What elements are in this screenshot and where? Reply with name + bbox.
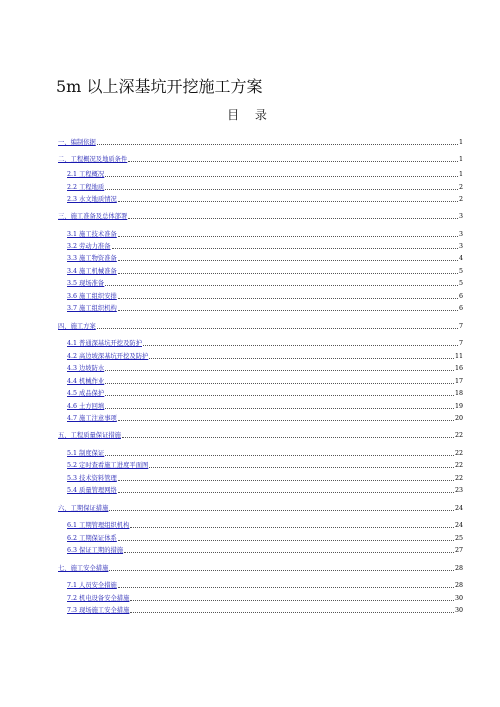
- toc-page-number: 3: [458, 243, 463, 250]
- toc-page-number: 5: [458, 268, 463, 275]
- toc-entry-label[interactable]: 3.6 施工组织安排: [67, 293, 117, 300]
- toc-page-number: 7: [458, 323, 463, 330]
- toc-entry[interactable]: [58, 154, 463, 164]
- toc-page-number: 1: [458, 156, 463, 163]
- toc-page-number: 6: [458, 305, 463, 312]
- toc-leader-dots: [118, 236, 458, 237]
- toc-leader-dots: [109, 510, 454, 511]
- toc-entry[interactable]: [67, 605, 463, 615]
- toc-entry-label[interactable]: 3.1 施工技术准备: [67, 231, 117, 238]
- toc-entry[interactable]: [67, 351, 463, 361]
- toc-leader-dots: [118, 480, 454, 481]
- toc-entry-label[interactable]: 七、施工安全措施: [58, 565, 109, 572]
- toc-page-number: 6: [458, 293, 463, 300]
- document-title: 5m 以上深基坑开挖施工方案: [56, 77, 263, 96]
- toc-entry[interactable]: [67, 291, 463, 301]
- toc-leader-dots: [122, 437, 454, 438]
- toc-leader-dots: [105, 370, 454, 371]
- toc-entry[interactable]: [58, 321, 463, 331]
- toc-page-number: 4: [458, 255, 463, 262]
- toc-entry-label[interactable]: 3.5 现场准备: [67, 280, 105, 287]
- toc-entry[interactable]: [67, 485, 463, 495]
- toc-entry[interactable]: [67, 363, 463, 373]
- toc-page-number: 3: [458, 213, 463, 220]
- toc-leader-dots: [130, 600, 454, 601]
- toc-page-number: 24: [454, 505, 463, 512]
- toc-entry[interactable]: [67, 533, 463, 543]
- toc-entry-label[interactable]: 五、工程质量保证措施: [58, 432, 121, 439]
- toc-page-number: 22: [454, 432, 463, 439]
- toc-entry[interactable]: [67, 388, 463, 398]
- toc-page-number: 25: [454, 535, 463, 542]
- toc-entry-label[interactable]: 7.2 机电设备安全措施: [67, 595, 130, 602]
- toc-leader-dots: [118, 587, 454, 588]
- toc-entry-label[interactable]: 3.4 施工机械准备: [67, 268, 117, 275]
- toc-entry[interactable]: [67, 413, 463, 423]
- toc-page-number: 2: [458, 196, 463, 203]
- toc-page-number: 17: [454, 378, 463, 385]
- toc-entry-label[interactable]: 4.3 边坡防水: [67, 365, 105, 372]
- toc-leader-dots: [118, 310, 458, 311]
- toc-page-number: 23: [454, 487, 463, 494]
- toc-leader-dots: [149, 358, 454, 359]
- toc-entry-label[interactable]: 二、工程概况及地质条件: [58, 156, 128, 163]
- toc-page-number: 28: [454, 582, 463, 589]
- toc-entry-label[interactable]: 四、施工方案: [58, 323, 96, 330]
- toc-entry-label[interactable]: 4.6 土方回填: [67, 403, 105, 410]
- toc-entry-label[interactable]: 2.1 工程概况: [67, 171, 105, 178]
- toc-entry[interactable]: [58, 430, 463, 440]
- toc-entry[interactable]: [58, 563, 463, 573]
- toc-leader-dots: [143, 345, 458, 346]
- toc-page-number: 28: [454, 565, 463, 572]
- toc-entry-label[interactable]: 2.3 水文地质情况: [67, 196, 117, 203]
- toc-entry[interactable]: [67, 278, 463, 288]
- toc-leader-dots: [124, 552, 454, 553]
- toc-leader-dots: [105, 455, 454, 456]
- toc-page-number: 22: [454, 475, 463, 482]
- toc-page-number: 11: [454, 353, 463, 360]
- toc-entry[interactable]: [67, 182, 463, 192]
- toc-page-number: 22: [454, 462, 463, 469]
- toc-heading: 目 录: [227, 108, 273, 122]
- toc-page-number: 7: [458, 340, 463, 347]
- toc-leader-dots: [105, 189, 458, 190]
- toc-entry[interactable]: [58, 137, 463, 147]
- toc-page-number: 24: [454, 522, 463, 529]
- toc-entry[interactable]: [67, 545, 463, 555]
- toc-entry[interactable]: [67, 253, 463, 263]
- toc-entry[interactable]: [67, 241, 463, 251]
- toc-page-number: 18: [454, 390, 463, 397]
- toc-entry-label[interactable]: 3.2 劳动力准备: [67, 243, 111, 250]
- toc-leader-dots: [130, 527, 454, 528]
- toc-page-number: 5: [458, 280, 463, 287]
- toc-entry[interactable]: [58, 503, 463, 513]
- toc-page-number: 3: [458, 231, 463, 238]
- toc-entry[interactable]: [67, 580, 463, 590]
- toc-entry-label[interactable]: 3.7 施工组织机构: [67, 305, 117, 312]
- toc-entry[interactable]: [67, 169, 463, 179]
- toc-entry[interactable]: [67, 376, 463, 386]
- toc-leader-dots: [109, 570, 454, 571]
- toc-leader-dots: [105, 395, 454, 396]
- toc-entry[interactable]: [67, 473, 463, 483]
- toc-entry-label[interactable]: 4.5 成品保护: [67, 390, 105, 397]
- toc-entry[interactable]: [67, 460, 463, 470]
- toc-entry-label[interactable]: 5.4 质量管理网络: [67, 487, 117, 494]
- toc-entry-label[interactable]: 5.1 制度保证: [67, 450, 105, 457]
- toc-leader-dots: [128, 161, 458, 162]
- toc-entry-label[interactable]: 5.2 定时查看施工进度平面图: [67, 462, 149, 469]
- toc-leader-dots: [97, 328, 458, 329]
- toc-leader-dots: [118, 201, 458, 202]
- toc-entry-label[interactable]: 4.1 普通深基坑开挖及防护: [67, 340, 142, 347]
- toc-entry-label[interactable]: 2.2 工程地质: [67, 184, 105, 191]
- toc-page-number: 20: [454, 415, 463, 422]
- toc-entry-label[interactable]: 6.1 工期管理组织机构: [67, 522, 130, 529]
- toc-entry-label[interactable]: 六、工期保证措施: [58, 505, 109, 512]
- toc-entry[interactable]: [67, 194, 463, 204]
- toc-entry-label[interactable]: 5.3 技术资料管理: [67, 475, 117, 482]
- toc-leader-dots: [112, 248, 458, 249]
- toc-leader-dots: [130, 612, 454, 613]
- toc-entry[interactable]: [67, 229, 463, 239]
- toc-leader-dots: [128, 218, 458, 219]
- toc-leader-dots: [105, 176, 458, 177]
- toc-leader-dots: [149, 467, 454, 468]
- toc-entry-label[interactable]: 7.1 人员安全措施: [67, 582, 117, 589]
- toc-page-number: 19: [454, 403, 463, 410]
- toc-entry-label[interactable]: 7.3 现场施工安全措施: [67, 607, 130, 614]
- toc-entry-label[interactable]: 4.7 施工注意事项: [67, 415, 117, 422]
- toc-entry-label[interactable]: 6.2 工期保证体系: [67, 535, 117, 542]
- toc-page-number: 2: [458, 184, 463, 191]
- toc-entry[interactable]: [67, 338, 463, 348]
- toc-leader-dots: [118, 540, 454, 541]
- toc-page-number: 27: [454, 547, 463, 554]
- toc-page-number: 30: [454, 607, 463, 614]
- toc-entry[interactable]: [67, 593, 463, 603]
- toc-entry-label[interactable]: 6.3 保证工期的措施: [67, 547, 124, 554]
- toc-leader-dots: [105, 408, 454, 409]
- toc-leader-dots: [118, 492, 454, 493]
- toc-leader-dots: [118, 298, 458, 299]
- toc-page-number: 22: [454, 450, 463, 457]
- toc-entry[interactable]: [67, 448, 463, 458]
- toc-entry-label[interactable]: 一、编制依据: [58, 139, 96, 146]
- toc-page-number: 30: [454, 595, 463, 602]
- toc-leader-dots: [118, 260, 458, 261]
- toc-page-number: 1: [458, 171, 463, 178]
- toc-entry-label[interactable]: 4.2 高边坡深基坑开挖及防护: [67, 353, 149, 360]
- toc-entry[interactable]: [67, 520, 463, 530]
- toc-entry-label[interactable]: 4.4 机械作业: [67, 378, 105, 385]
- toc-entry[interactable]: [67, 303, 463, 313]
- toc-entry-label[interactable]: 3.3 施工物资准备: [67, 255, 117, 262]
- toc-entry[interactable]: [58, 211, 463, 221]
- toc-page-number: 16: [454, 365, 463, 372]
- toc-entry[interactable]: [67, 266, 463, 276]
- toc-leader-dots: [105, 285, 458, 286]
- toc-page-number: 1: [458, 139, 463, 146]
- toc-leader-dots: [105, 383, 454, 384]
- toc-entry[interactable]: [67, 401, 463, 411]
- toc-leader-dots: [97, 144, 458, 145]
- toc-entry-label[interactable]: 三、施工准备及总体部署: [58, 213, 128, 220]
- toc-leader-dots: [118, 273, 458, 274]
- toc-leader-dots: [118, 420, 454, 421]
